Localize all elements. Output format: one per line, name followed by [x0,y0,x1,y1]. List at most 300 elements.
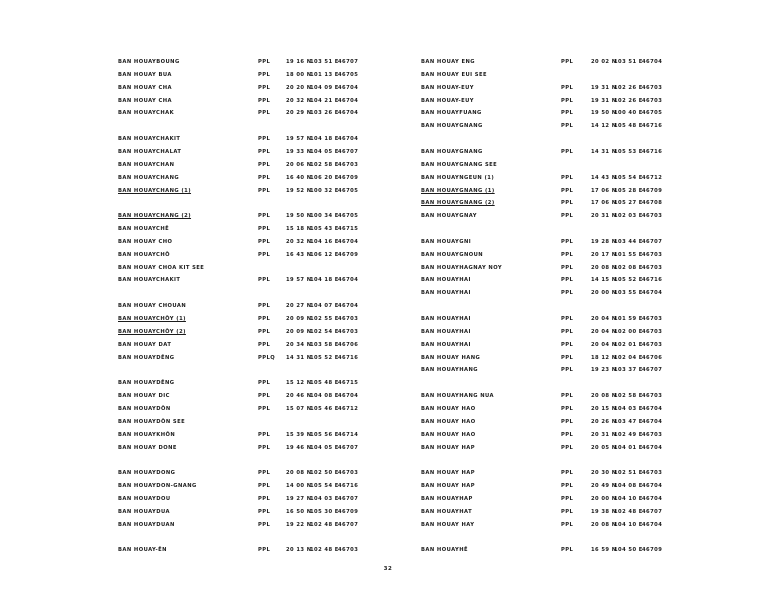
place-name: BAN HOUAYDONG [118,470,176,477]
map-code: 46705 [338,187,359,194]
feature-type: PPL [561,483,574,490]
place-name: BAN HOUAYBOUNG [118,59,180,65]
latitude: 20 13 N [286,547,312,554]
latitude: 20 46 N [286,393,312,400]
place-name: BAN HOUAY EUI SEE [421,71,487,78]
map-code: 46716 [642,123,663,130]
map-code: 46703 [642,316,663,322]
feature-type: PPL [258,174,271,181]
longitude: 102 04 E [614,354,643,361]
longitude: 103 26 E [310,110,339,117]
place-name: BAN HOUAYCHALAT [118,148,182,155]
longitude: 105 52 E [310,354,339,361]
place-name: BAN HOUAY HAP [421,470,476,477]
feature-type: PPL [258,393,271,400]
map-code: 46703 [642,470,663,477]
place-name: BAN HOUAYHAT [421,508,473,515]
latitude: 20 09 N [286,316,312,322]
feature-type: PPL [258,444,271,451]
map-code: 46703 [642,213,663,220]
feature-type: PPL [258,161,271,168]
latitude: 19 57 N [286,136,312,143]
place-name: BAN HOUAY CHOUAN [118,303,187,310]
place-name: BAN HOUAY HAY [421,521,475,528]
longitude: 102 01 E [614,341,643,348]
place-name: BAN HOUAYGNANG (2) [421,200,495,207]
longitude: 103 37 E [614,367,643,374]
place-name: BAN HOUAYCHANG [118,174,180,181]
longitude: 103 44 E [614,238,643,245]
longitude: 104 09 E [310,84,339,91]
longitude: 105 28 E [614,187,643,194]
longitude: 105 43 E [310,226,339,233]
feature-type: PPL [258,341,271,348]
place-name: BAN HOUAYHAP [421,495,473,502]
longitude: 102 00 E [614,328,643,335]
place-name: BAN HOUAYDUAN [118,521,175,528]
map-code: 46708 [642,200,663,207]
map-code: 46704 [338,393,359,400]
map-code: 46705 [338,71,359,78]
longitude: 104 05 E [310,148,339,155]
latitude: 14 43 N [591,174,617,181]
latitude: 20 32 N [286,97,312,104]
map-code: 46704 [642,290,663,297]
latitude: 15 12 N [286,380,312,387]
longitude: 102 50 E [310,470,339,477]
longitude: 104 10 E [614,521,643,528]
place-name: BAN HOUAY CHA [118,84,173,91]
latitude: 20 49 N [591,483,617,490]
longitude: 103 58 E [310,341,339,348]
map-code: 46704 [642,418,663,425]
feature-type: PPL [561,213,574,220]
map-code: 46709 [338,251,359,258]
map-code: 46704 [642,59,663,65]
longitude: 102 08 E [614,264,643,271]
place-name: BAN HOUAYCHAK [118,110,175,117]
longitude: 104 08 E [310,393,339,400]
map-code: 46709 [642,187,663,194]
map-code: 46715 [338,380,359,387]
place-name: BAN HOUAYCHÔ [118,251,170,258]
place-name: BAN HOUAYFUANG [421,110,482,117]
longitude: 102 58 E [614,393,643,400]
latitude: 15 07 N [286,405,312,412]
map-code: 46707 [338,495,359,502]
map-code: 46703 [338,161,359,168]
longitude: 101 59 E [614,316,643,322]
map-code: 46703 [338,316,359,322]
latitude: 20 08 N [286,470,312,477]
map-code: 46704 [338,277,359,284]
place-name: BAN HOUAY DONE [118,444,177,451]
place-name: BAN HOUAYDÔN SEE [118,418,186,425]
latitude: 20 34 N [286,341,312,348]
latitude: 16 43 N [286,251,312,258]
latitude: 20 29 N [286,110,312,117]
map-code: 46703 [642,251,663,258]
map-code: 46704 [338,110,359,117]
feature-type: PPL [258,97,271,104]
feature-type: PPL [561,187,574,194]
feature-type: PPL [561,431,574,438]
map-code: 46716 [642,148,663,155]
place-name: BAN HOUAY HAO [421,405,476,412]
latitude: 20 08 N [591,521,617,528]
latitude: 20 04 N [591,316,617,322]
map-code: 46704 [338,238,359,245]
place-name: BAN HOUAY DAT [118,341,172,348]
feature-type: PPL [258,483,271,490]
longitude: 103 47 E [614,418,643,425]
place-name: BAN HOUAYKHÔN [118,431,176,438]
place-name: BAN HOUAYNGEUN (1) [421,174,495,181]
latitude: 16 50 N [286,508,312,515]
feature-type: PPL [561,547,574,554]
longitude: 105 27 E [614,200,643,207]
map-code: 46707 [338,148,359,155]
place-name: BAN HOUAYCHÔY (1) [118,316,186,322]
feature-type: PPL [258,380,271,387]
latitude: 19 16 N [286,59,312,65]
place-name: BAN HOUAYGNANG [421,148,483,155]
map-code: 46703 [338,328,359,335]
place-name: BAN HOUAYCHANG (1) [118,187,192,194]
longitude: 105 48 E [310,380,339,387]
latitude: 19 31 N [591,84,617,91]
feature-type: PPL [258,59,271,65]
map-code: 46707 [642,238,663,245]
latitude: 14 15 N [591,277,617,284]
latitude: 19 50 N [591,110,617,117]
map-code: 46715 [338,226,359,233]
longitude: 102 48 E [614,508,643,515]
place-name: BAN HOUAY BUA [118,71,172,78]
feature-type: PPL [258,136,271,143]
place-name: BAN HOUAYGNI [421,238,472,245]
longitude: 104 16 E [310,238,339,245]
latitude: 18 00 N [286,71,312,78]
feature-type: PPL [561,341,574,348]
map-code: 46703 [338,547,359,554]
map-code: 46707 [642,508,663,515]
latitude: 20 08 N [591,393,617,400]
feature-type: PPL [258,148,271,155]
feature-type: PPL [561,290,574,297]
longitude: 102 26 E [614,84,643,91]
page-number: 32 [383,566,393,572]
longitude: 105 54 E [614,174,643,181]
longitude: 105 30 E [310,508,339,515]
feature-type: PPL [258,547,271,554]
longitude: 102 55 E [310,316,339,322]
feature-type: PPL [258,226,271,233]
feature-type: PPL [258,508,271,515]
latitude: 18 12 N [591,354,617,361]
place-name: BAN HOUAYCHÔY (2) [118,328,186,335]
map-code: 46704 [642,521,663,528]
feature-type: PPL [561,405,574,412]
longitude: 100 32 E [310,187,339,194]
longitude: 104 05 E [310,444,339,451]
longitude: 101 13 E [310,71,339,78]
place-name: BAN HOUAYHAI [421,328,471,335]
place-name: BAN HOUAY HAP [421,444,476,451]
longitude: 100 34 E [310,213,339,220]
longitude: 102 58 E [310,161,339,168]
map-code: 46707 [642,367,663,374]
feature-type: PPL [561,495,574,502]
longitude: 103 55 E [614,290,643,297]
feature-type: PPL [561,174,574,181]
latitude: 20 04 N [591,341,617,348]
map-code: 46707 [338,59,359,65]
place-name: BAN HOUAYDON-GNANG [118,483,197,490]
longitude: 103 51 E [614,59,643,65]
longitude: 105 48 E [614,123,643,130]
feature-type: PPL [561,328,574,335]
longitude: 105 54 E [310,483,339,490]
latitude: 19 46 N [286,444,312,451]
map-code: 46703 [642,97,663,104]
place-name: BAN HOUAY CHO [118,238,173,245]
map-code: 46704 [642,483,663,490]
feature-type: PPL [561,264,574,271]
longitude: 105 52 E [614,277,643,284]
latitude: 20 04 N [591,328,617,335]
place-name: BAN HOUAYGNANG [421,123,483,130]
latitude: 20 02 N [591,59,617,65]
map-code: 46709 [338,174,359,181]
map-code: 46703 [642,431,663,438]
latitude: 14 00 N [286,483,312,490]
map-code: 46706 [338,341,359,348]
latitude: 20 00 N [591,290,617,297]
feature-type: PPL [561,418,574,425]
place-name: BAN HOUAYHANG NUA [421,393,495,400]
map-code: 46716 [338,483,359,490]
latitude: 15 39 N [286,431,312,438]
feature-type: PPL [258,431,271,438]
feature-type: PPL [258,405,271,412]
map-code: 46704 [338,303,359,310]
feature-type: PPL [561,316,574,322]
latitude: 20 30 N [591,470,617,477]
map-code: 46704 [338,97,359,104]
longitude: 104 18 E [310,277,339,284]
place-name: BAN HOUAYCHANG (2) [118,213,192,220]
place-name: BAN HOUAYGNANG (1) [421,187,495,194]
latitude: 17 06 N [591,200,617,207]
feature-type: PPL [561,470,574,477]
place-name: BAN HOUAYDÊNG [118,380,175,387]
latitude: 19 33 N [286,148,312,155]
feature-type: PPL [561,200,574,207]
longitude: 104 18 E [310,136,339,143]
latitude: 14 12 N [591,123,617,130]
latitude: 19 38 N [591,508,617,515]
place-name: BAN HOUAY-EUY [421,84,474,91]
feature-type: PPL [258,71,271,78]
place-name: BAN HOUAYDÊNG [118,354,175,361]
latitude: 15 18 N [286,226,312,233]
map-code: 46714 [338,431,359,438]
longitude: 102 54 E [310,328,339,335]
feature-type: PPL [561,444,574,451]
map-code: 46704 [642,444,663,451]
place-name: BAN HOUAY HAO [421,431,476,438]
feature-type: PPL [561,521,574,528]
latitude: 20 26 N [591,418,617,425]
map-code: 46709 [642,547,663,554]
map-code: 46709 [338,508,359,515]
map-code: 46707 [338,444,359,451]
longitude: 105 56 E [310,431,339,438]
place-name: BAN HOUAYCHAKIT [118,277,181,284]
latitude: 20 31 N [591,431,617,438]
feature-type: PPL [561,354,574,361]
feature-type: PPL [561,59,574,65]
map-code: 46704 [642,405,663,412]
longitude: 104 21 E [310,97,339,104]
feature-type: PPL [258,470,271,477]
feature-type: PPL [258,303,271,310]
map-code: 46716 [338,354,359,361]
longitude: 104 07 E [310,303,339,310]
map-code: 46703 [642,264,663,271]
feature-type: PPL [258,495,271,502]
feature-type: PPL [258,187,271,194]
feature-type: PPL [258,277,271,284]
longitude: 104 08 E [614,483,643,490]
latitude: 19 22 N [286,521,312,528]
map-code: 46703 [642,393,663,400]
feature-type: PPL [561,123,574,130]
longitude: 102 26 E [614,97,643,104]
place-name: BAN HOUAY DIC [118,393,170,400]
feature-type: PPL [258,110,271,117]
place-name: BAN HOUAYGNANG SEE [421,161,498,168]
longitude: 104 03 E [614,405,643,412]
map-code: 46707 [338,521,359,528]
longitude: 103 51 E [310,59,339,65]
latitude: 20 06 N [286,161,312,168]
feature-type: PPL [561,393,574,400]
feature-type: PPL [258,316,271,322]
place-name: BAN HOUAY CHOA KIT SEE [118,264,205,271]
feature-type: PPL [258,84,271,91]
longitude: 106 20 E [310,174,339,181]
longitude: 102 48 E [310,547,339,554]
map-code: 46712 [642,174,663,181]
latitude: 20 31 N [591,213,617,220]
place-name: BAN HOUAYHAI [421,290,471,297]
latitude: 17 06 N [591,187,617,194]
map-code: 46704 [338,136,359,143]
feature-type: PPL [561,508,574,515]
map-code: 46716 [642,277,663,284]
latitude: 20 08 N [591,264,617,271]
latitude: 16 40 N [286,174,312,181]
place-name: BAN HOUAYHAI [421,277,471,284]
feature-type: PPL [561,238,574,245]
place-name: BAN HOUAYDUA [118,508,170,515]
latitude: 19 31 N [591,97,617,104]
place-name: BAN HOUAY HAP [421,483,476,490]
place-name: BAN HOUAYCHÊ [118,226,170,233]
map-code: 46703 [338,470,359,477]
map-code: 46705 [642,110,663,117]
latitude: 19 50 N [286,213,312,220]
map-code: 46704 [642,495,663,502]
place-name: BAN HOUAY HANG [421,354,481,361]
feature-type: PPL [258,251,271,258]
feature-type: PPL [258,213,271,220]
map-code: 46703 [642,341,663,348]
place-name: BAN HOUAY-ÊN [118,547,167,554]
latitude: 16 59 N [591,547,617,554]
latitude: 20 20 N [286,84,312,91]
longitude: 100 40 E [614,110,643,117]
latitude: 20 32 N [286,238,312,245]
feature-type: PPL [258,328,271,335]
longitude: 102 48 E [310,521,339,528]
longitude: 102 49 E [614,431,643,438]
longitude: 104 10 E [614,495,643,502]
latitude: 20 15 N [591,405,617,412]
map-code: 46705 [338,213,359,220]
longitude: 101 55 E [614,251,643,258]
latitude: 20 17 N [591,251,617,258]
feature-type: PPL [561,110,574,117]
place-name: BAN HOUAYHÊ [421,547,469,554]
map-code: 46712 [338,405,359,412]
latitude: 19 28 N [591,238,617,245]
latitude: 20 09 N [286,328,312,335]
feature-type: PPL [258,238,271,245]
place-name: BAN HOUAYDOU [118,495,171,502]
latitude: 20 27 N [286,303,312,310]
place-name: BAN HOUAYGNAY [421,213,477,220]
place-name: BAN HOUAYHAI [421,341,471,348]
latitude: 19 52 N [286,187,312,194]
latitude: 19 23 N [591,367,617,374]
place-name: BAN HOUAYGNOUN [421,251,484,258]
feature-type: PPLQ [258,354,276,361]
longitude: 104 01 E [614,444,643,451]
longitude: 102 03 E [614,213,643,220]
feature-type: PPL [561,84,574,91]
longitude: 102 51 E [614,470,643,477]
place-name: BAN HOUAYHAI [421,316,471,322]
map-code: 46703 [642,328,663,335]
latitude: 19 57 N [286,277,312,284]
feature-type: PPL [561,367,574,374]
place-name: BAN HOUAY-EUY [421,97,474,104]
feature-type: PPL [561,148,574,155]
place-name: BAN HOUAYDÔN [118,405,171,412]
latitude: 14 31 N [286,354,312,361]
longitude: 104 03 E [310,495,339,502]
longitude: 106 12 E [310,251,339,258]
place-name: BAN HOUAY HAO [421,418,476,425]
place-name: BAN HOUAYCHAN [118,161,175,168]
longitude: 105 53 E [614,148,643,155]
latitude: 20 05 N [591,444,617,451]
longitude: 105 46 E [310,405,339,412]
place-name: BAN HOUAYCHAKIT [118,136,181,143]
